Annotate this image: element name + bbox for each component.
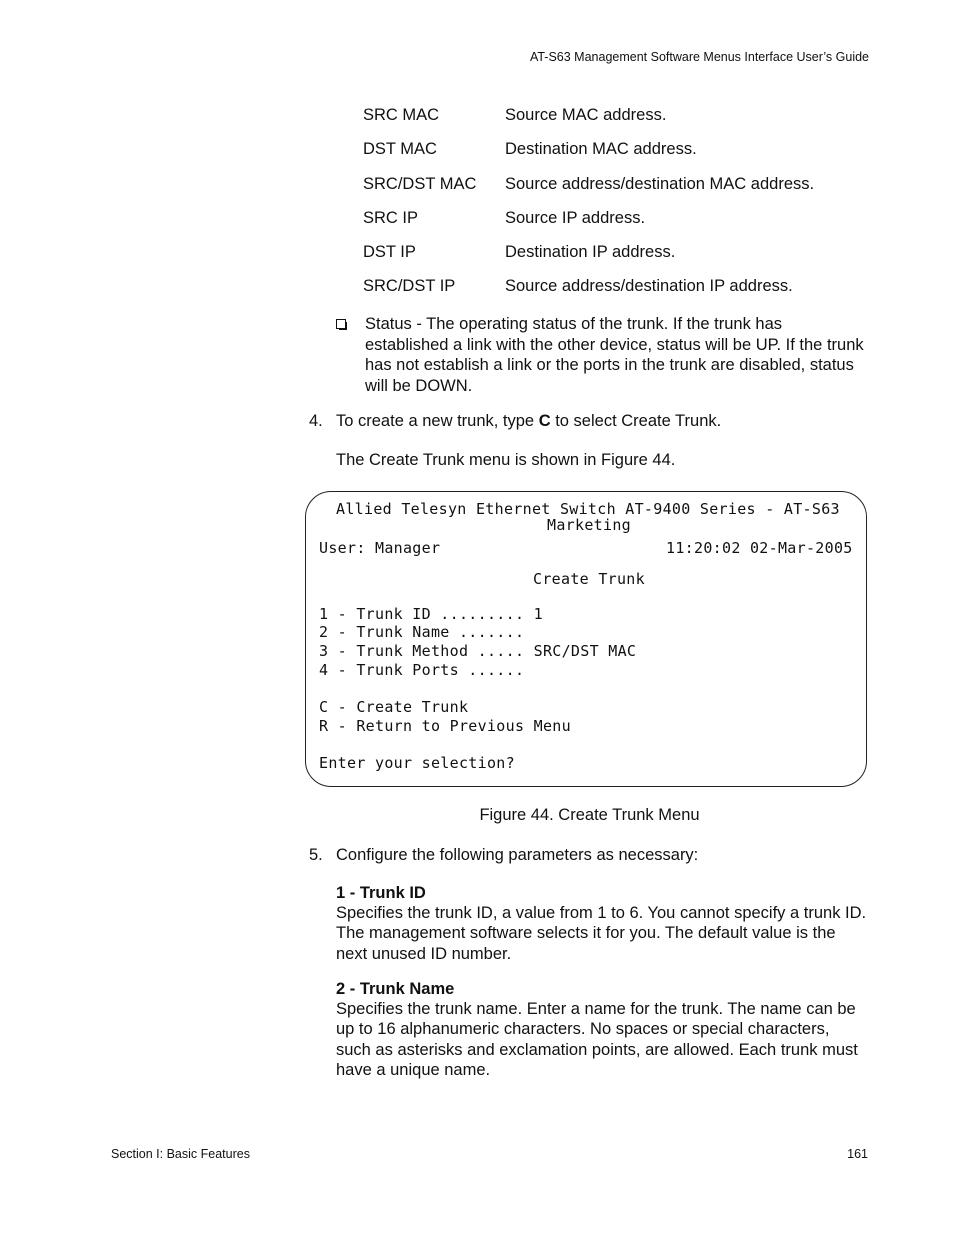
param-heading: 1 - Trunk ID bbox=[336, 884, 426, 902]
footer-section: Section I: Basic Features bbox=[111, 1147, 250, 1161]
terminal-datetime: 11:20:02 02-Mar-2005 bbox=[666, 539, 853, 557]
figure-caption: Figure 44. Create Trunk Menu bbox=[479, 806, 700, 824]
definition-term: SRC MAC bbox=[363, 106, 440, 124]
terminal-title-line1: Allied Telesyn Ethernet Switch AT-9400 Series - AT-S63 bbox=[336, 500, 840, 518]
definition-desc: Destination MAC address. bbox=[505, 140, 697, 159]
footer-page-number: 161 bbox=[847, 1147, 868, 1161]
terminal-prompt[interactable]: Enter your selection? bbox=[319, 754, 515, 772]
menu-item-trunk-name[interactable]: 2 - Trunk Name ....... bbox=[319, 623, 525, 641]
param-text: Specifies the trunk ID, a value from 1 to 6. You cannot specify a trunk ID. The management software selects it for you. The default value is the next unused ID number. bbox=[336, 904, 867, 963]
definition-desc: Destination IP address. bbox=[505, 243, 676, 262]
menu-item-trunk-ports[interactable]: 4 - Trunk Ports ...... bbox=[319, 661, 525, 679]
status-bullet bbox=[336, 314, 866, 396]
definition-term: SRC IP bbox=[363, 208, 419, 227]
definition-desc: Source address/destination MAC address. bbox=[505, 174, 815, 193]
definition-term: DST MAC bbox=[363, 140, 437, 159]
checkbox-bullet-icon bbox=[336, 319, 346, 329]
step-number: 4. bbox=[309, 412, 323, 430]
menu-item-trunk-method[interactable]: 3 - Trunk Method ..... SRC/DST MAC bbox=[319, 642, 637, 660]
step-4-key: C bbox=[538, 412, 551, 430]
step-4-post: to select Create Trunk. bbox=[550, 412, 722, 430]
step-5-text: Configure the following parameters as necessary: bbox=[336, 846, 699, 864]
param-heading: 2 - Trunk Name bbox=[336, 980, 455, 998]
definition-term: SRC/DST MAC bbox=[363, 174, 477, 193]
terminal-title-line2: Marketing bbox=[547, 516, 631, 534]
status-bullet-text: Status - The operating status of the trunk. If the trunk has established a link with the other device, status will be UP. If the trunk has not establish a link or the ports in the trunk are disabled, status will be DOWN. bbox=[365, 315, 864, 395]
terminal-user: User: Manager bbox=[319, 539, 441, 557]
running-header: AT-S63 Management Software Menus Interface User’s Guide bbox=[529, 50, 869, 64]
menu-item-trunk-id[interactable]: 1 - Trunk ID ......... 1 bbox=[319, 605, 543, 623]
menu-item-return[interactable]: R - Return to Previous Menu bbox=[319, 717, 571, 735]
terminal-menu-title: Create Trunk bbox=[533, 570, 645, 588]
definition-desc: Source MAC address. bbox=[505, 106, 667, 124]
definition-term: SRC/DST IP bbox=[363, 277, 456, 296]
definition-desc: Source IP address. bbox=[505, 208, 646, 227]
param-trunk-name bbox=[336, 979, 868, 1080]
definition-desc: Source address/destination IP address. bbox=[505, 277, 793, 296]
definition-term: DST IP bbox=[363, 243, 416, 262]
param-text: Specifies the trunk name. Enter a name for the trunk. The name can be up to 16 alphanumeric characters. No spaces or special characters, such as asterisks and exclamation points, are allowed. Each trunk must have a unique name. bbox=[336, 1000, 858, 1079]
menu-item-create-trunk[interactable]: C - Create Trunk bbox=[319, 698, 469, 716]
step-4-pre: To create a new trunk, type bbox=[336, 412, 539, 430]
step-4-text bbox=[336, 412, 721, 431]
step-number: 5. bbox=[309, 846, 323, 864]
step-4-note: The Create Trunk menu is shown in Figure 44. bbox=[336, 451, 676, 469]
param-trunk-id bbox=[336, 883, 868, 964]
